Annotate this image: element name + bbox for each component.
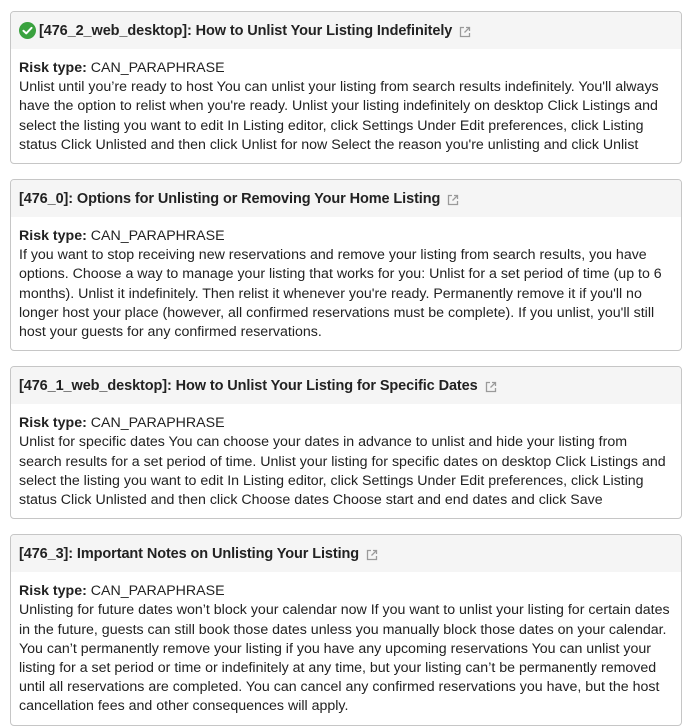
external-link-icon[interactable] bbox=[365, 548, 379, 562]
card-text: Unlisting for future dates won’t block your calendar now If you want to unlist your listing for certain dates in the future, guests can still book those dates unless you manually block those dates on your calendar. You can’t permanently remove your listing if you have any upcoming reservations You can unlist your listing for a set period or time or indefinitely at any time, but your listing can’t be permanently removed until all reservations are completed. You can cancel any confirmed reservations you have, but the host cancellation fees and other consequences will apply. bbox=[19, 602, 670, 715]
source-card bbox=[10, 366, 682, 519]
card-body bbox=[11, 49, 681, 163]
card-title: [476_1_web_desktop]: How to Unlist Your Listing for Specific Dates bbox=[19, 377, 478, 394]
card-header bbox=[11, 12, 681, 49]
card-body bbox=[11, 404, 681, 518]
check-circle-icon bbox=[19, 22, 36, 39]
source-card bbox=[10, 179, 682, 351]
card-title: [476_0]: Options for Unlisting or Removing Your Home Listing bbox=[19, 190, 441, 207]
external-link-icon[interactable] bbox=[446, 193, 460, 207]
risk-type-label: Risk type: bbox=[19, 583, 87, 600]
external-link-icon[interactable] bbox=[458, 25, 472, 39]
card-text: Unlist until you’re ready to host You can unlist your listing from search results indefinitely. You'll always have the option to relist when you're ready. Unlist your listing indefinitely on desktop Click Listings and select the listing you want to edit In Listing editor, click Settings Under Edit preferences, click Listing status Click Unlisted and then click Unlist for now Select the reason you're unlisting and click Unlist bbox=[19, 79, 659, 153]
card-header bbox=[11, 367, 681, 404]
card-header bbox=[11, 535, 681, 572]
card-title: [476_2_web_desktop]: How to Unlist Your Listing Indefinitely bbox=[39, 22, 453, 39]
card-body bbox=[11, 572, 681, 724]
external-link-icon[interactable] bbox=[484, 380, 498, 394]
risk-type-value: CAN_PARAPHRASE bbox=[90, 415, 225, 432]
card-header bbox=[11, 180, 681, 217]
card-text: If you want to stop receiving new reservations and remove your listing from search results, you have options. Choose a way to manage your listing that works for you: Unlist for a set period of time (up to 6 months). Unlist it indefinitely. Then relist it whenever you're ready. Permanently remove it if you'll no longer host your place (however, all confirmed reservations must be complete). If you unlist, you'll still host your guests for any confirmed reservations. bbox=[19, 247, 662, 341]
source-card bbox=[10, 11, 682, 164]
source-card bbox=[10, 534, 682, 725]
risk-type-label: Risk type: bbox=[19, 60, 87, 76]
risk-type-value: CAN_PARAPHRASE bbox=[90, 228, 225, 245]
card-title: [476_3]: Important Notes on Unlisting Your Listing bbox=[19, 545, 360, 562]
card-text: Unlist for specific dates You can choose your dates in advance to unlist and hide your listing from search results for a set period of time. Unlist your listing for specific dates on desktop Click Listings and select the listing you want to edit In Listing editor, click Settings Under Edit preferences, click Listing status Click Unlisted and then click Choose dates Choose start and end dates and click Save bbox=[19, 434, 666, 509]
risk-type-value: CAN_PARAPHRASE bbox=[90, 60, 225, 76]
risk-type-label: Risk type: bbox=[19, 228, 87, 245]
risk-type-value: CAN_PARAPHRASE bbox=[90, 583, 225, 600]
card-body bbox=[11, 217, 681, 350]
risk-type-label: Risk type: bbox=[19, 415, 87, 432]
